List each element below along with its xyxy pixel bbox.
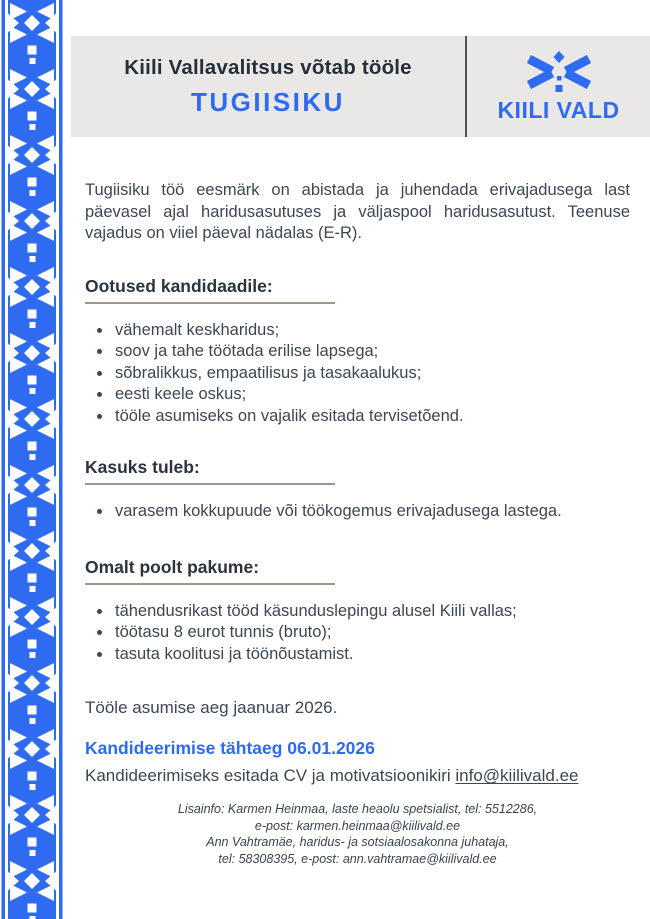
list-item: • soov ja tahe töötada erilise lapsega; — [113, 341, 630, 363]
intro-paragraph: Tugiisiku töö eesmärk on abistada ja juhendada erivajadusega last päevasel ajal haridusasutuses ja väljaspool haridusasutust. Teenuse vajadus on viiel päeval nädalas (E-R). — [85, 181, 630, 242]
list-item: • tasuta koolitusi ja töönõustamist. — [113, 644, 630, 666]
dragonfly-icon — [524, 50, 594, 94]
list-item: • tööle asumiseks on vajalik esitada tervisetõend. — [113, 406, 630, 428]
application-deadline: Kandideerimise tähtaeg 06.01.2026 — [85, 738, 375, 758]
contact-info — [85, 801, 630, 867]
apply-text: Kandideerimiseks esitada CV ja motivatsioonikiri — [85, 766, 456, 785]
poster-body — [85, 180, 630, 867]
job-title: TUGIISIKU — [191, 86, 345, 117]
section-offer — [85, 557, 630, 666]
contact-line: Lisainfo: Karmen Heinmaa, laste heaolu spetsialist, tel: 5512286, — [177, 802, 538, 816]
apply-email-link[interactable]: info@kiilivald.ee — [455, 766, 579, 785]
header — [71, 36, 650, 137]
list-item: • eesti keele oskus; — [113, 384, 630, 406]
contact-line: Ann Vahtramäe, haridus- ja sotsiaalosakonna juhataja, — [206, 835, 509, 849]
apply-instructions — [85, 766, 630, 786]
logo-text: KIILI VALD — [497, 96, 620, 123]
start-date-line: Tööle asumise aeg jaanuar 2026. — [85, 698, 338, 717]
list-item: • töötasu 8 eurot tunnis (bruto); — [113, 622, 630, 644]
list-item: • tähendusrikast tööd käsunduslepingu alusel Kiili vallas; — [113, 601, 630, 623]
contact-line: e-post: karmen.heinmaa@kiilivald.ee — [254, 818, 461, 833]
bullet-list — [85, 320, 630, 428]
list-item: • vähemalt keskharidus; — [113, 320, 630, 342]
list-item: • sõbralikkus, empaatilisus ja tasakaalukus; — [113, 363, 630, 385]
section-expectations — [85, 276, 630, 428]
employer-line: Kiili Vallavalitsus võtab tööle — [124, 55, 412, 79]
bullet-list — [85, 601, 630, 666]
contact-line: tel: 58308395, e-post: ann.vahtramae@kiilivald.ee — [218, 851, 497, 866]
heading-underline — [85, 483, 335, 485]
section-heading: Kasuks tuleb: — [85, 457, 200, 477]
heading-underline — [85, 302, 335, 304]
folk-pattern-border — [0, 0, 65, 919]
section-heading: Ootused kandidaadile: — [85, 275, 273, 296]
header-title-box — [71, 36, 465, 137]
list-item: • varasem kokkupuude või töökogemus erivajadusega lastega. — [113, 501, 630, 523]
section-advantages — [85, 457, 630, 523]
section-heading: Omalt poolt pakume: — [85, 556, 260, 577]
bullet-list — [85, 501, 630, 523]
heading-underline — [85, 583, 335, 585]
logo-box — [467, 36, 650, 137]
